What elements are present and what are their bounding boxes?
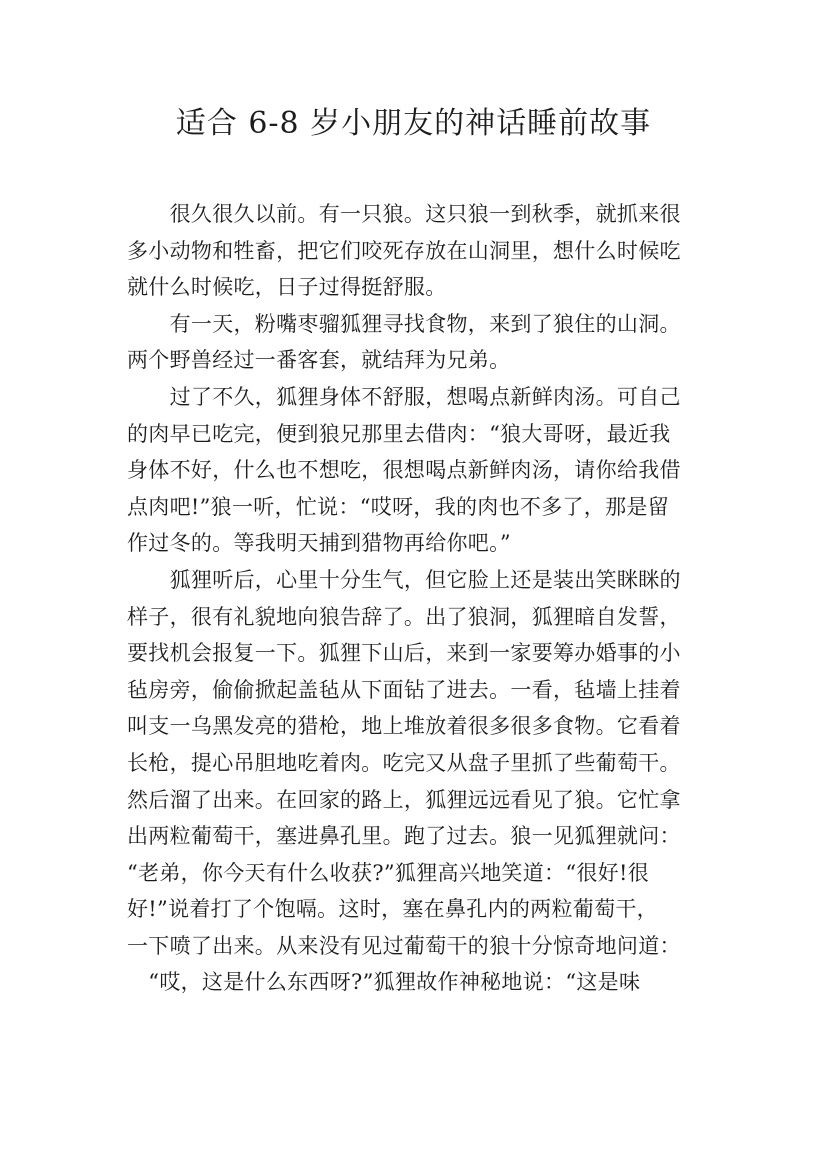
text-line: 长枪，提心吊胆地吃着肉。吃完又从盘子里抓了些葡萄干。 [127, 750, 681, 775]
text-line: 要找机会报复一下。狐狸下山后，来到一家要筹办婚事的小 [127, 641, 681, 666]
document-title: 适合 6-8 岁小朋友的神话睡前故事 [175, 106, 652, 141]
text-line: 样子，很有礼貌地向狼告辞了。出了狼洞，狐狸暗自发誓， [127, 604, 681, 629]
text-line: 然后溜了出来。在回家的路上，狐狸远远看见了狼。它忙拿 [127, 787, 681, 812]
story-body [127, 196, 717, 1001]
text-line: 多小动物和牲畜，把它们咬死存放在山洞里，想什么时候吃 [127, 238, 681, 263]
text-line: 就什么时候吃，日子过得挺舒服。 [127, 275, 447, 300]
text-line: “老弟，你今天有什么收获?”狐狸高兴地笑道：“很好!很 [127, 860, 650, 885]
text-line: 作过冬的。等我明天捕到猎物再给你吧。” [127, 531, 511, 556]
text-line: 点肉吧!”狼一听，忙说：“哎呀，我的肉也不多了，那是留 [127, 494, 670, 519]
text-line: 有一天，粉嘴枣骝狐狸寻找食物，来到了狼住的山洞。 [127, 311, 681, 336]
text-line: “哎，这是什么东西呀?”狐狸故作神秘地说：“这是味 [127, 970, 641, 995]
text-line: 身体不好，什么也不想吃，很想喝点新鲜肉汤，请你给我借 [127, 458, 681, 483]
text-line: 两个野兽经过一番客套，就结拜为兄弟。 [127, 348, 511, 373]
text-line: 叫支一乌黑发亮的猎枪，地上堆放着很多很多食物。它看着 [127, 714, 681, 739]
text-line: 一下喷了出来。从来没有见过葡萄干的狼十分惊奇地问道： [127, 933, 681, 958]
text-line: 的肉早已吃完，便到狼兄那里去借肉：“狼大哥呀，最近我 [127, 421, 671, 446]
text-line: 过了不久，狐狸身体不舒服，想喝点新鲜肉汤。可自己 [127, 384, 681, 409]
text-line: 毡房旁，偷偷掀起盖毡从下面钻了进去。一看，毡墙上挂着 [127, 677, 681, 702]
text-line: 好!”说着打了个饱嗝。这时，塞在鼻孔内的两粒葡萄干， [127, 897, 658, 922]
text-line: 很久很久以前。有一只狼。这只狼一到秋季，就抓来很 [127, 202, 681, 226]
text-line: 狐狸听后，心里十分生气，但它脸上还是装出笑眯眯的 [127, 567, 681, 592]
text-line: 出两粒葡萄干，塞进鼻孔里。跑了过去。狼一见狐狸就问： [127, 824, 681, 849]
